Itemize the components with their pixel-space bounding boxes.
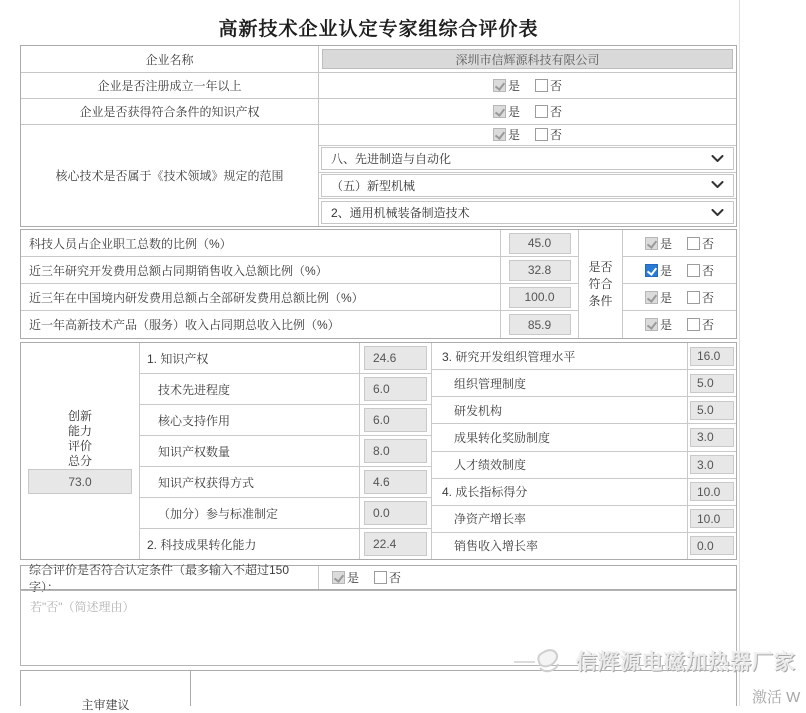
select-value: 八、先进制造与自动化 — [331, 152, 452, 167]
score-label: 知识产权数量 — [158, 444, 231, 459]
score-row — [140, 529, 431, 559]
no-checkbox — [535, 79, 548, 92]
table-row — [21, 98, 736, 124]
score-row — [432, 370, 736, 397]
condition-line: 符合 — [588, 276, 613, 291]
chevron-down-icon — [711, 155, 724, 163]
score-label: 核心支持作用 — [158, 413, 231, 428]
score-value-field: 6.0 — [364, 377, 427, 401]
yes-label: 是 — [507, 105, 520, 119]
select-value: 2、通用机械装备制造技术 — [331, 206, 470, 221]
chevron-down-icon — [711, 209, 724, 217]
yes-label: 是 — [347, 571, 360, 585]
page-edge-divider — [739, 0, 740, 706]
score-label: 1. 知识产权 — [147, 351, 209, 366]
no-checkbox — [687, 237, 700, 250]
no-checkbox[interactable] — [687, 264, 700, 277]
condition-check-row — [623, 257, 736, 284]
score-value-field: 5.0 — [690, 401, 734, 420]
no-checkbox — [535, 128, 548, 141]
yes-checkbox — [493, 128, 506, 141]
yes-checkbox — [493, 105, 506, 118]
no-label: 否 — [702, 290, 715, 305]
score-row — [432, 506, 736, 533]
ratio-value-cell — [500, 257, 578, 283]
score-row — [432, 397, 736, 424]
table-row — [21, 257, 578, 284]
condition-check-row — [623, 230, 736, 257]
yes-label: 是 — [659, 290, 672, 305]
score-table — [20, 342, 737, 560]
ratio-value-field: 85.9 — [509, 314, 571, 335]
score-value-cell — [359, 343, 431, 373]
score-row — [140, 498, 431, 529]
yes-label: 是 — [659, 236, 672, 251]
conclusion-label: 综合评价是否符合认定条件（最多输入不超过150字）： — [21, 566, 319, 589]
ratio-table — [20, 229, 737, 339]
condition-check-row — [623, 284, 736, 311]
no-label: 否 — [702, 263, 715, 278]
score-row — [432, 424, 736, 451]
score-value-cell — [359, 467, 431, 497]
score-value-field: 16.0 — [690, 347, 734, 366]
condition-line: 条件 — [588, 293, 613, 308]
score-value-field: 10.0 — [690, 509, 734, 528]
no-label: 否 — [389, 571, 402, 585]
table-row — [21, 284, 578, 311]
ratio-value-cell — [500, 311, 578, 338]
total-label-line: 创新 — [67, 409, 92, 423]
score-row — [140, 343, 431, 374]
table-row — [21, 46, 736, 72]
ratio-label: 近三年研究开发费用总额占同期销售收入总额比例（%） — [29, 263, 328, 278]
tech-field-level1-select[interactable] — [321, 147, 734, 170]
score-value-cell — [687, 343, 736, 369]
yes-label: 是 — [659, 318, 672, 332]
score-value-field: 10.0 — [690, 482, 734, 501]
chevron-down-icon — [711, 181, 724, 189]
core-tech-question-label: 核心技术是否属于《技术领域》规定的范围 — [21, 125, 319, 226]
score-value-field: 0.0 — [690, 536, 734, 555]
ratio-value-field: 45.0 — [509, 233, 571, 254]
ratio-label: 近三年在中国境内研发费用总额占全部研发费用总额比例（%） — [29, 290, 364, 305]
no-label: 否 — [702, 236, 715, 251]
score-label: 销售收入增长率 — [454, 539, 539, 554]
yes-label: 是 — [659, 263, 672, 278]
ratio-value-field: 32.8 — [509, 260, 571, 281]
tech-field-row — [319, 173, 736, 200]
ratio-label: 近一年高新技术产品（服务）收入占同期总收入比例（%） — [29, 318, 340, 332]
score-value-field: 22.4 — [364, 532, 427, 556]
brand-watermark-text: 信辉源电磁加热器厂家 — [576, 651, 796, 674]
total-label-line: 评价 — [67, 439, 92, 453]
table-row — [21, 72, 736, 98]
no-label: 否 — [550, 79, 563, 93]
score-value-field: 3.0 — [690, 428, 734, 447]
score-value-cell — [687, 533, 736, 559]
score-right-column — [432, 343, 736, 559]
no-label: 否 — [702, 318, 715, 332]
yes-checkbox — [332, 571, 345, 584]
score-value-cell — [687, 452, 736, 478]
no-label: 否 — [550, 105, 563, 119]
score-row — [140, 467, 431, 498]
table-row — [21, 124, 736, 226]
score-value-cell — [687, 397, 736, 423]
condition-check-row — [623, 311, 736, 338]
yes-checkbox — [645, 318, 658, 331]
total-score-label — [21, 409, 139, 469]
score-value-cell — [359, 529, 431, 559]
total-label-line: 总分 — [67, 454, 92, 468]
ratio-value-cell — [500, 284, 578, 310]
score-value-field: 3.0 — [690, 455, 734, 474]
score-label: 4. 成长指标得分 — [442, 485, 528, 500]
score-label: 人才绩效制度 — [454, 458, 527, 473]
ip-answer-cell — [319, 99, 736, 124]
score-value-cell — [687, 506, 736, 532]
score-value-cell — [359, 405, 431, 435]
score-value-field: 6.0 — [364, 408, 427, 432]
company-name-field: 深圳市信辉源科技有限公司 — [322, 49, 733, 69]
tech-field-row — [319, 199, 736, 226]
score-left-column — [140, 343, 432, 559]
score-label: 净资产增长率 — [454, 512, 527, 527]
tech-field-level2-select[interactable] — [321, 174, 734, 197]
core-tech-answer-cell — [319, 125, 736, 226]
score-value-field: 0.0 — [364, 501, 427, 525]
score-label: 成果转化奖励制度 — [454, 430, 551, 445]
score-value-field: 5.0 — [690, 374, 734, 393]
windows-activation-watermark: 激活 W — [752, 689, 801, 706]
score-value-field: 8.0 — [364, 439, 427, 463]
company-name-label: 企业名称 — [21, 46, 319, 72]
no-checkbox — [687, 318, 700, 331]
yes-checkbox — [645, 291, 658, 304]
score-row — [432, 452, 736, 479]
score-row — [140, 374, 431, 405]
enterprise-info-table — [20, 45, 737, 227]
core-tech-check-row — [319, 125, 736, 146]
score-value-cell — [359, 498, 431, 528]
total-score-cell — [21, 343, 140, 559]
score-row — [432, 343, 736, 370]
total-score-field: 73.0 — [28, 469, 132, 494]
score-row — [432, 533, 736, 559]
table-row — [21, 311, 578, 338]
score-value-cell — [687, 370, 736, 396]
score-value-field: 24.6 — [364, 346, 427, 370]
no-checkbox — [535, 105, 548, 118]
condition-checks-column — [622, 230, 736, 338]
tech-field-level3-select[interactable] — [321, 201, 734, 224]
score-value-field: 4.6 — [364, 470, 427, 494]
conclusion-row — [20, 562, 737, 594]
score-label: 研发机构 — [454, 403, 503, 418]
conclusion-answer-cell — [319, 566, 736, 589]
ratio-label: 科技人员占企业职工总数的比例（%） — [29, 236, 232, 251]
score-value-cell — [687, 479, 736, 505]
ratio-rows — [21, 230, 578, 338]
score-value-cell — [359, 436, 431, 466]
score-label: 知识产权获得方式 — [158, 475, 255, 490]
registered-answer-cell — [319, 73, 736, 98]
ip-question-label: 企业是否获得符合条件的知识产权 — [21, 99, 319, 124]
score-value-cell — [687, 424, 736, 450]
bottom-left-cell — [20, 670, 191, 712]
select-value: （五）新型机械 — [331, 178, 416, 193]
score-label: 2. 科技成果转化能力 — [147, 537, 257, 552]
bottom-right-cell — [191, 670, 737, 706]
reason-textarea[interactable] — [20, 590, 737, 666]
registered-question-label: 企业是否注册成立一年以上 — [21, 73, 319, 98]
yes-checkbox[interactable] — [645, 264, 658, 277]
company-name-cell — [319, 46, 736, 72]
score-row — [432, 479, 736, 506]
ratio-value-cell — [500, 230, 578, 256]
no-checkbox — [374, 571, 387, 584]
ratio-value-field: 100.0 — [509, 287, 571, 308]
score-value-cell — [359, 374, 431, 404]
condition-line: 是否 — [588, 259, 613, 274]
score-row — [140, 405, 431, 436]
condition-header — [578, 230, 622, 338]
score-label: 3. 研究开发组织管理水平 — [442, 349, 576, 364]
no-checkbox — [687, 291, 700, 304]
score-label: 技术先进程度 — [158, 382, 231, 397]
score-label: （加分）参与标准制定 — [158, 506, 279, 521]
table-row — [21, 230, 578, 257]
yes-checkbox — [493, 79, 506, 92]
bottom-row-label: 主审建议 — [81, 698, 130, 712]
yes-label: 是 — [507, 79, 520, 93]
page-title: 高新技术企业认定专家组综合评价表 — [218, 19, 539, 40]
score-label: 组织管理制度 — [454, 376, 527, 391]
tech-field-row — [319, 146, 736, 173]
yes-label: 是 — [507, 128, 520, 143]
score-row — [140, 436, 431, 467]
no-label: 否 — [550, 128, 563, 143]
yes-checkbox — [645, 237, 658, 250]
total-label-line: 能力 — [67, 424, 92, 438]
